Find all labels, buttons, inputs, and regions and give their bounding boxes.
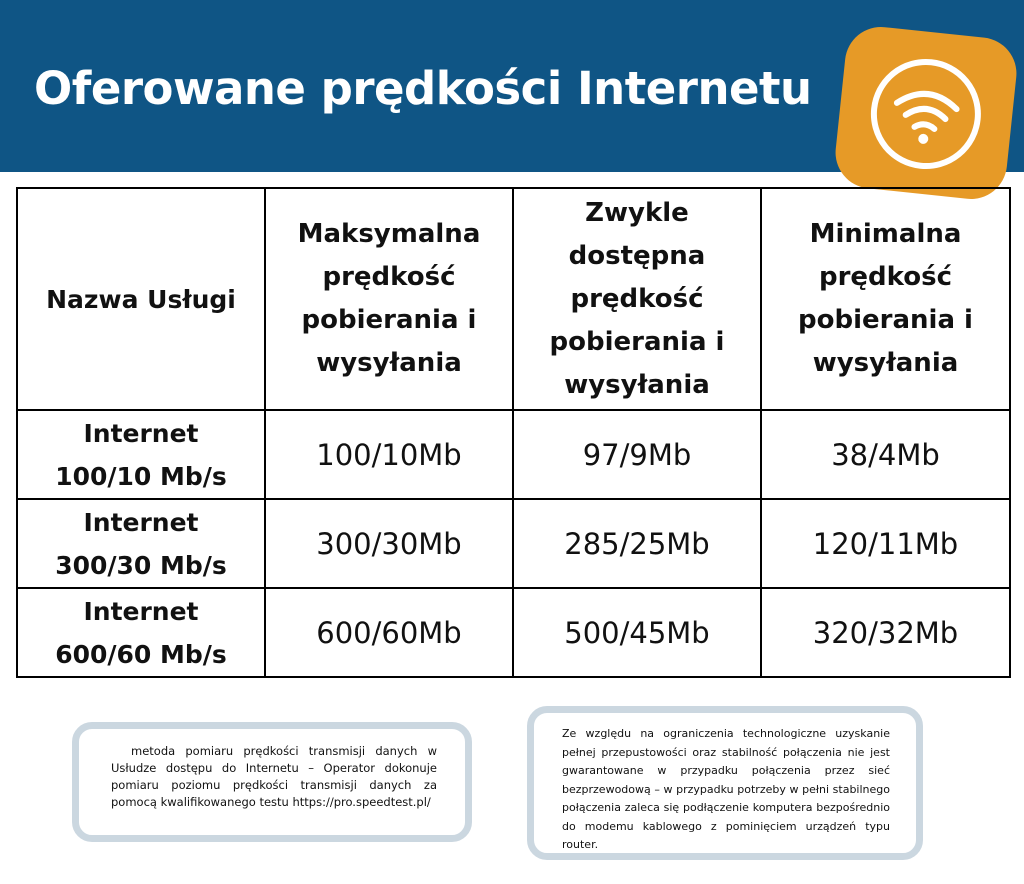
column-header-max-speed: Maksymalna prędkość pobierania i wysyłania [265, 188, 513, 410]
speed-table [16, 187, 1011, 678]
column-header-service: Nazwa Usługi [17, 188, 265, 410]
column-header-typical-speed: Zwykle dostępna prędkość pobierania i wysyłania [513, 188, 761, 410]
min-speed-cell: 120/11Mb [761, 499, 1010, 588]
wifi-icon [847, 35, 1005, 193]
service-name-line2: 300/30 Mb/s [55, 550, 227, 580]
typical-speed-cell: 500/45Mb [513, 588, 761, 677]
max-speed-cell: 100/10Mb [265, 410, 513, 499]
min-speed-cell: 320/32Mb [761, 588, 1010, 677]
max-speed-cell: 300/30Mb [265, 499, 513, 588]
service-name-cell [17, 588, 265, 677]
table-row [17, 588, 1010, 677]
wireless-disclaimer-note: Ze względu na ograniczenia technologiczne uzyskanie pełnej przepustowości oraz stabilność połączenia nie jest gwarantowane w przypadku połączenia przez sieć bezprzewodową – w przypadku potrzeby w pełni stabilnego połączenia zaleca się podłączenie komputera bezpośrednio do modemu kablowego z pominięciem urządzeń typu router. [527, 706, 923, 860]
page-title: Oferowane prędkości Internetu [34, 62, 812, 115]
column-header-min-speed: Minimalna prędkość pobierania i wysyłania [761, 188, 1010, 410]
max-speed-cell: 600/60Mb [265, 588, 513, 677]
service-name-line2: 600/60 Mb/s [55, 639, 227, 669]
typical-speed-cell: 97/9Mb [513, 410, 761, 499]
table-row [17, 410, 1010, 499]
service-name-cell [17, 410, 265, 499]
min-speed-cell: 38/4Mb [761, 410, 1010, 499]
table-header-row [17, 188, 1010, 410]
service-name-line1: Internet [83, 596, 199, 626]
service-name-line1: Internet [83, 418, 199, 448]
speed-measurement-note: metoda pomiaru prędkości transmisji danych w Usłudze dostępu do Internetu – Operator dokonuje pomiaru poziomu prędkości transmisji danych za pomocą kwalifikowanego testu https://pro.speedtest.pl/ [72, 722, 472, 842]
service-name-line1: Internet [83, 507, 199, 537]
typical-speed-cell: 285/25Mb [513, 499, 761, 588]
service-name-cell [17, 499, 265, 588]
service-name-line2: 100/10 Mb/s [55, 461, 227, 491]
wifi-badge [832, 23, 1020, 202]
table-row [17, 499, 1010, 588]
